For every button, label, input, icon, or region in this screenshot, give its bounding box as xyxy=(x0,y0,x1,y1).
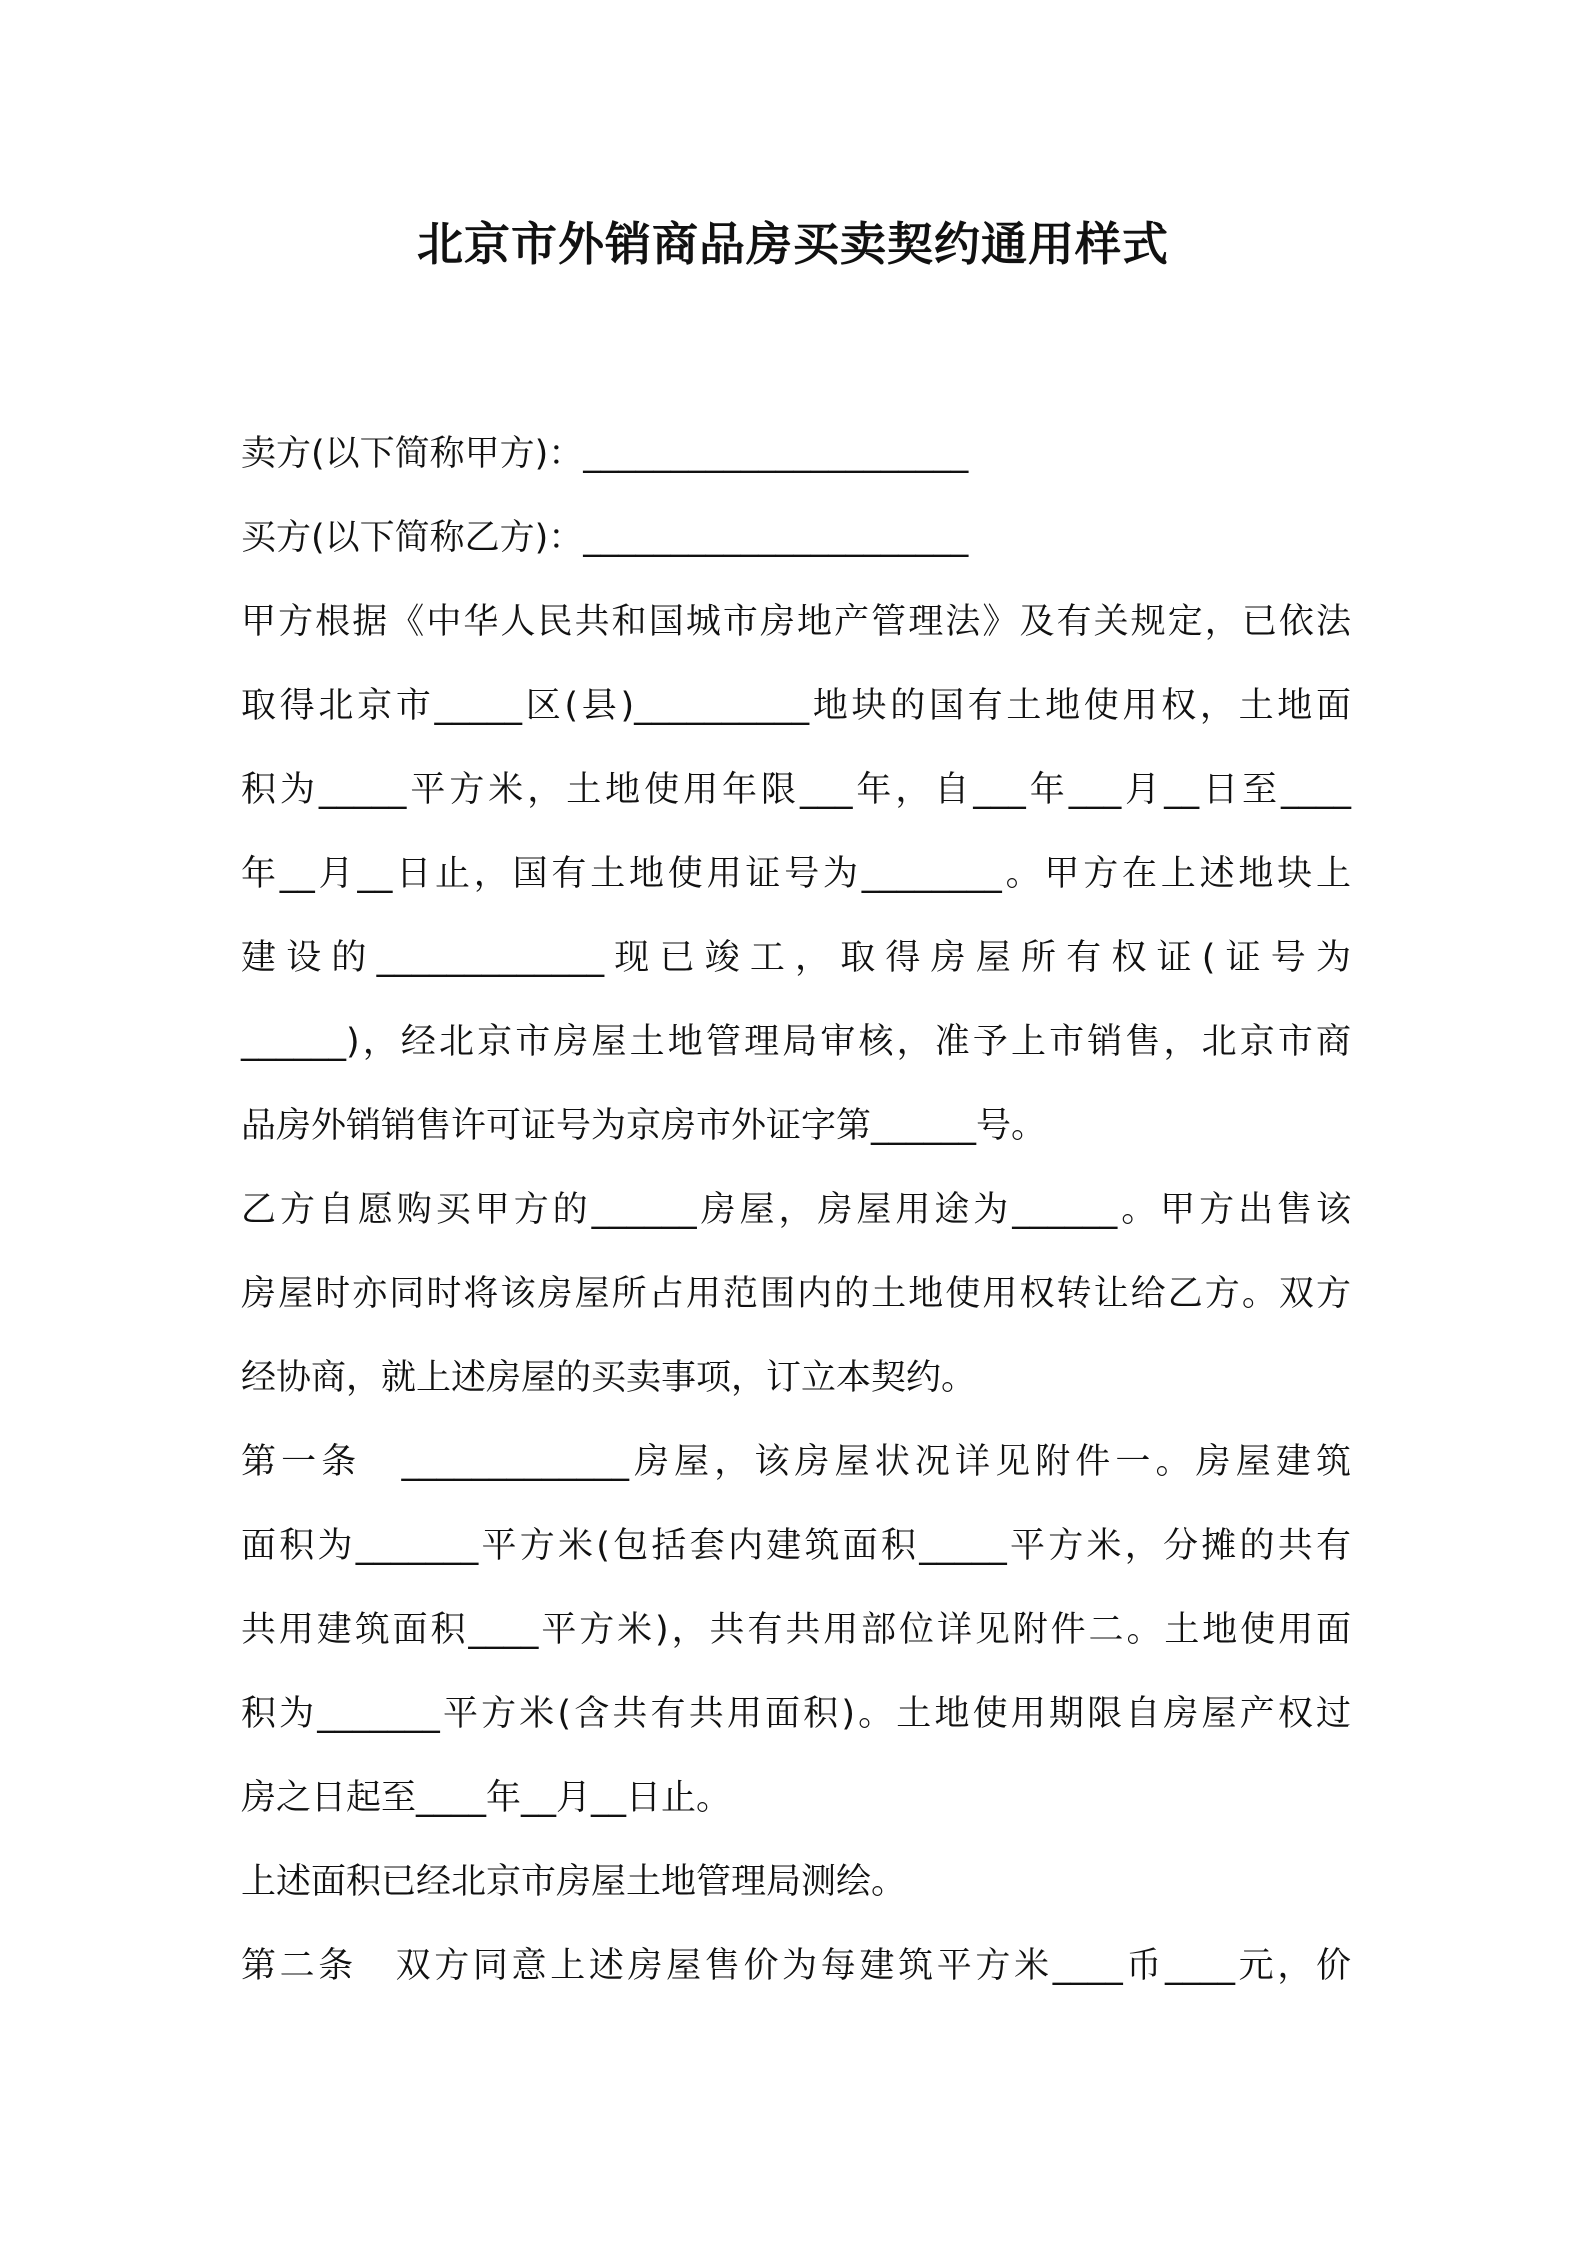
article-line: 房之日起至____年__月__日止。 xyxy=(241,1778,732,1818)
document-title: 北京市外销商品房买卖契约通用样式 xyxy=(417,217,1169,271)
article-line: 面积为_______平方米(包括套内建筑面积_____平方米，分摊的共有 xyxy=(241,1526,1351,1566)
paragraph-line: ______)，经北京市房屋土地管理局审核，准予上市销售，北京市商 xyxy=(241,1022,1351,1062)
paragraph-line: 品房外销销售许可证号为京房市外证字第______号。 xyxy=(241,1106,1047,1146)
paragraph-line: 年__月__日止，国有土地使用证号为________。甲方在上述地块上 xyxy=(241,854,1351,894)
seller-line: 卖方(以下简称甲方)：______________________ xyxy=(241,434,969,474)
buyer-line: 买方(以下简称乙方)：______________________ xyxy=(241,518,969,558)
paragraph-line: 经协商，就上述房屋的买卖事项，订立本契约。 xyxy=(241,1358,977,1398)
paragraph-line: 上述面积已经北京市房屋土地管理局测绘。 xyxy=(241,1862,907,1902)
paragraph-line: 建设的_____________现已竣工，取得房屋所有权证(证号为 xyxy=(241,938,1351,978)
article-line: 第一条 _____________房屋，该房屋状况详见附件一。房屋建筑 xyxy=(241,1442,1351,1482)
paragraph-line: 积为_____平方米，土地使用年限___年，自___年___月__日至____ xyxy=(241,770,1351,810)
document-body xyxy=(241,412,1351,2008)
article-line: 共用建筑面积____平方米)，共有共用部位详见附件二。土地使用面 xyxy=(241,1610,1351,1650)
article-line: 第二条 双方同意上述房屋售价为每建筑平方米____币____元，价 xyxy=(241,1946,1351,1986)
paragraph-line: 乙方自愿购买甲方的______房屋，房屋用途为______。甲方出售该 xyxy=(241,1190,1351,1230)
paragraph-line: 甲方根据《中华人民共和国城市房地产管理法》及有关规定，已依法 xyxy=(241,602,1351,642)
paragraph-line: 房屋时亦同时将该房屋所占用范围内的土地使用权转让给乙方。双方 xyxy=(241,1274,1351,1314)
article-line: 积为_______平方米(含共有共用面积)。土地使用期限自房屋产权过 xyxy=(241,1694,1351,1734)
paragraph-line: 取得北京市_____区(县)__________地块的国有土地使用权，土地面 xyxy=(241,686,1351,726)
